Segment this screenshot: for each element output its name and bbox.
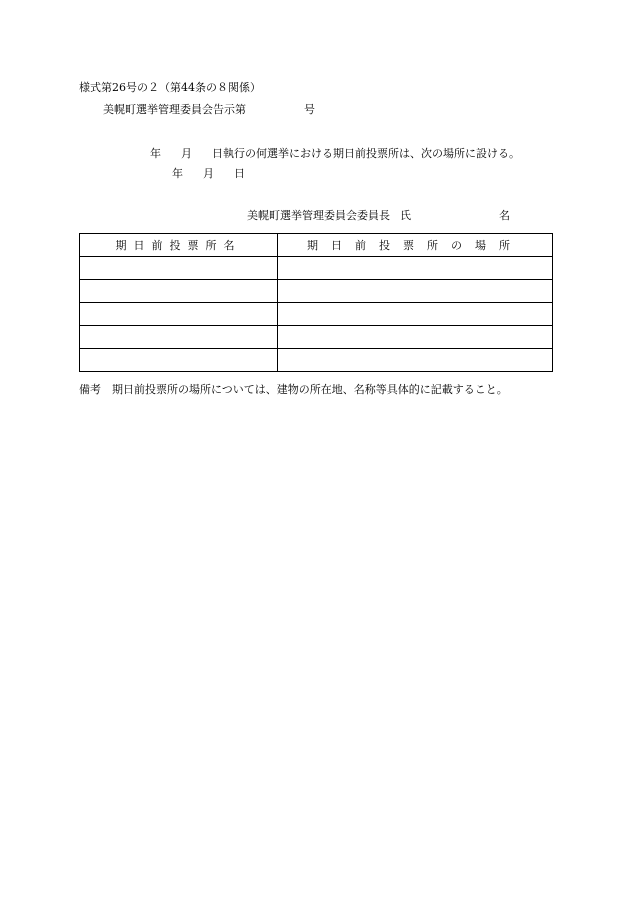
header-venue-name: 期日前投票所名 (80, 234, 278, 257)
table-row (80, 349, 553, 372)
venue-location-cell (278, 280, 553, 303)
signature-line (247, 209, 510, 223)
venue-location-cell (278, 303, 553, 326)
statement-year: 年 (150, 147, 161, 160)
notice-title-prefix: 美幌町選挙管理委員会告示第 (103, 103, 246, 116)
venue-table-header-row (80, 234, 553, 257)
date-day: 日 (234, 167, 245, 180)
date-year: 年 (172, 167, 183, 180)
date-month: 月 (203, 167, 214, 180)
header-venue-location: 期日前投票所の場所 (278, 234, 553, 257)
venue-location-cell (278, 349, 553, 372)
form-number: 様式第26号の２（第44条の８関係） (79, 81, 261, 94)
signature-name-label: 氏 (400, 209, 411, 222)
venue-table (79, 233, 553, 372)
table-row (80, 303, 553, 326)
statement-month: 月 (181, 147, 192, 160)
venue-name-cell (80, 326, 278, 349)
venue-name-cell (80, 280, 278, 303)
venue-name-cell (80, 303, 278, 326)
notice-title-suffix: 号 (304, 103, 315, 116)
signature-name-label-end: 名 (499, 209, 510, 222)
table-row (80, 326, 553, 349)
venue-name-cell (80, 349, 278, 372)
table-row (80, 280, 553, 303)
remarks-note: 備考 期日前投票所の場所については、建物の所在地、名称等具体的に記載すること。 (79, 383, 508, 396)
notice-title (103, 103, 315, 117)
date-line (172, 167, 245, 181)
venue-location-cell (278, 326, 553, 349)
statement-text: 日執行の何選挙における期日前投票所は、次の場所に設ける。 (212, 147, 520, 160)
venue-location-cell (278, 257, 553, 280)
statement (150, 147, 520, 161)
signature-title: 美幌町選挙管理委員会委員長 (247, 209, 390, 222)
table-row (80, 257, 553, 280)
venue-name-cell (80, 257, 278, 280)
